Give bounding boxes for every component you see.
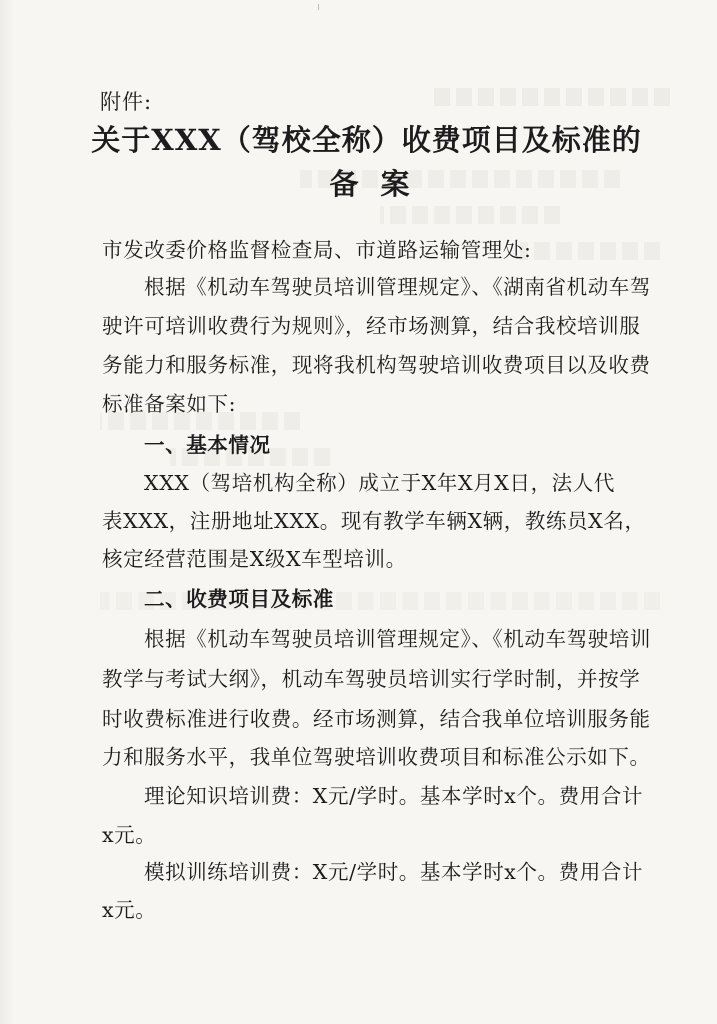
bleed-through-texture [430,88,670,106]
paragraph-line: 核定经营范围是X级X车型培训。 [102,547,407,571]
paragraph-line: 务能力和服务标准，现将我机构驾驶培训收费项目以及收费 [102,353,651,377]
paragraph-line: 根据《机动车驾驶员培训管理规定》、《机动车驾驶培训 [144,627,651,651]
paragraph-line: 表XXX，注册地址XXX。现有教学车辆X辆，教练员X名， [102,509,646,533]
paragraph-line: 力和服务水平，我单位驾驶培训收费项目和标准公示如下。 [102,745,651,769]
section-heading-basic-info: 一、基本情况 [144,433,271,457]
paragraph-line: 驶许可培训收费行为规则》，经市场测算，结合我校培训服 [102,314,641,338]
fee-theory-line: x元。 [102,823,157,847]
document-title-line2: 备案 [329,167,432,201]
scan-mark [318,4,323,10]
document-title-line1: 关于XXX（驾校全称）收费项目及标准的 [91,123,642,157]
paragraph-line: 根据《机动车驾驶员培训管理规定》、《湖南省机动车驾 [144,275,651,299]
paragraph-line: 标准备案如下: [102,392,237,416]
bleed-through-texture [380,206,560,224]
bleed-through-texture [520,242,660,260]
addressee: 市发改委价格监督检查局、市道路运输管理处: [102,238,532,262]
fee-simulation-line: x元。 [102,898,157,922]
fee-simulation-line: 模拟训练培训费：X元/学时。基本学时x个。费用合计 [144,860,644,884]
fee-theory-line: 理论知识培训费：X元/学时。基本学时x个。费用合计 [144,784,644,808]
paragraph-line: 教学与考试大纲》，机动车驾驶员培训实行学时制，并按学 [102,667,641,691]
paragraph-line: 时收费标准进行收费。经市场测算，结合我单位培训服务能 [102,707,651,731]
paragraph-line: XXX（驾培机构全称）成立于X年X月X日，法人代 [144,471,615,495]
section-heading-fees: 二、收费项目及标准 [144,587,334,611]
attachment-label: 附件: [100,90,153,114]
